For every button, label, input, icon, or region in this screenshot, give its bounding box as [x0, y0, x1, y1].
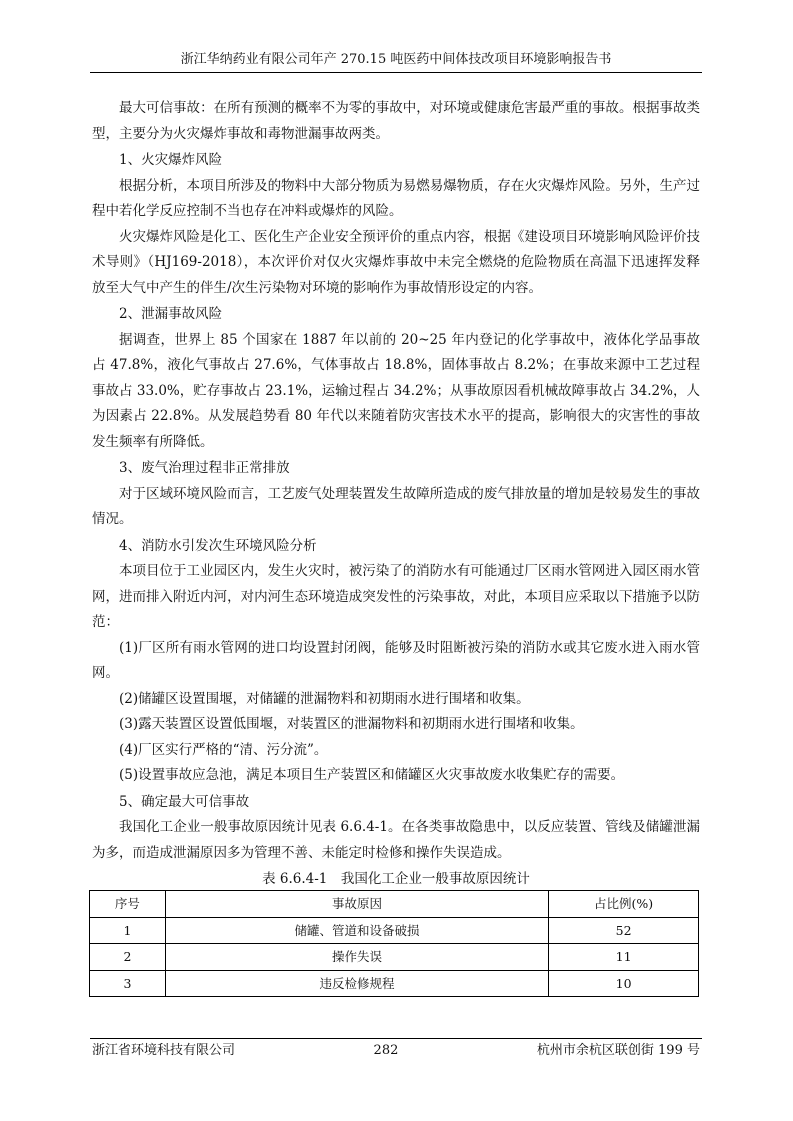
- list-item: (3)露天装置区设置低围堰，对装置区的泄漏物料和初期雨水进行围堵和收集。: [119, 716, 584, 732]
- cell-cause: 储罐、管道和设备破损: [165, 917, 548, 944]
- table-row: [90, 917, 699, 944]
- cell-percent: 52: [549, 917, 699, 944]
- paragraph: 最大可信事故：在所有预测的概率不为零的事故中，对环境或健康危害最严重的事故。根据事故类型，主要分为火灾爆炸事故和毒物泄漏事故两类。: [92, 100, 700, 142]
- page-footer: [92, 1041, 700, 1061]
- cell-percent: 10: [549, 970, 699, 997]
- cell-index: 1: [90, 917, 166, 944]
- cell-index: 3: [90, 970, 166, 997]
- table-header-row: [90, 891, 699, 918]
- page-header: 浙江华纳药业有限公司年产 270.15 吨医药中间体技改项目环境影响报告书: [180, 52, 612, 67]
- list-item: (1)厂区所有雨水管网的进口均设置封闭阀，能够及时阻断被污染的消防水或其它废水进入雨水管网。: [92, 639, 700, 681]
- table-caption: 表 6.6.4-1 我国化工企业一般事故原因统计: [262, 871, 530, 887]
- cell-index: 2: [90, 944, 166, 971]
- paragraph: 本项目位于工业园区内，发生火灾时，被污染了的消防水有可能通过厂区雨水管网进入园区雨水管网，进而排入附近内河，对内河生态环境造成突发性的污染事故，对此，本项目应采取以下措施予以防范：: [92, 563, 700, 630]
- footer-company: 浙江省环境科技有限公司: [92, 1043, 236, 1058]
- list-item: (4)厂区实行严格的“清、污分流”。: [119, 741, 328, 758]
- document-body: [92, 96, 700, 997]
- column-header-cause: 事故原因: [165, 891, 548, 918]
- section-heading: 1、火灾爆炸风险: [119, 152, 223, 168]
- header-divider: [90, 72, 702, 73]
- section-heading: 3、废气治理过程非正常排放: [119, 460, 290, 476]
- section-heading: 2、泄漏事故风险: [119, 306, 223, 322]
- column-header-index: 序号: [90, 891, 166, 918]
- footer-divider: [90, 1038, 702, 1039]
- footer-address: 杭州市余杭区联创街 199 号: [536, 1043, 700, 1058]
- cell-cause: 违反检修规程: [165, 970, 548, 997]
- accident-cause-table: [89, 890, 699, 997]
- paragraph: 对于区域环境风险而言，工艺废气处理装置发生故障所造成的废气排放量的增加是较易发生的事故情况。: [92, 485, 700, 527]
- list-item: (2)储罐区设置围堰，对储罐的泄漏物料和初期雨水进行围堵和收集。: [119, 690, 530, 707]
- cell-percent: 11: [549, 944, 699, 971]
- paragraph: 我国化工企业一般事故原因统计见表 6.6.4-1。在各类事故隐患中，以反应装置、管线及储罐泄漏为多，而造成泄漏原因多为管理不善、未能定时检修和操作失误造成。: [92, 819, 700, 861]
- page-number: 282: [373, 1043, 399, 1058]
- section-heading: 5、确定最大可信事故: [119, 793, 250, 810]
- table-row: [90, 944, 699, 971]
- paragraph: 根据分析，本项目所涉及的物料中大部分物质为易燃易爆物质，存在火灾爆炸风险。另外，生产过程中若化学反应控制不当也存在冲料或爆炸的风险。: [92, 177, 700, 219]
- cell-cause: 操作失误: [165, 944, 548, 971]
- list-item: (5)设置事故应急池，满足本项目生产装置区和储罐区火灾事故废水收集贮存的需要。: [119, 767, 625, 783]
- column-header-percent: 占比例(%): [549, 891, 699, 918]
- section-heading: 4、消防水引发次生环境风险分析: [119, 537, 317, 554]
- paragraph: 火灾爆炸风险是化工、医化生产企业安全预评价的重点内容，根据《建设项目环境影响风险评价技术导则》（HJ169-2018），本次评价对仅火灾爆炸事故中未完全燃烧的危险物质在高温下迅速挥发释放至大气中产生的伴生/次生污染物对环境的影响作为事故情形设定的内容。: [92, 228, 700, 296]
- table-row: [90, 970, 699, 997]
- paragraph: 据调查，世界上 85 个国家在 1887 年以前的 20~25 年内登记的化学事故中，液体化学品事故占 47.8%，液化气事故占 27.6%，气体事故占 18.8%，固体事故占 8.2%；在事故来源中工艺过程事故占 33.0%，贮存事故占 23.1%，运输过程占 34.2%；从事故原因看机械故障事故占 34.2%，人为因素占 22.8%。从发展趋势看 80 年代以来随着防灾害技术水平的提高，影响很大的灾害性的事故发生频率有所降低。: [92, 331, 700, 450]
